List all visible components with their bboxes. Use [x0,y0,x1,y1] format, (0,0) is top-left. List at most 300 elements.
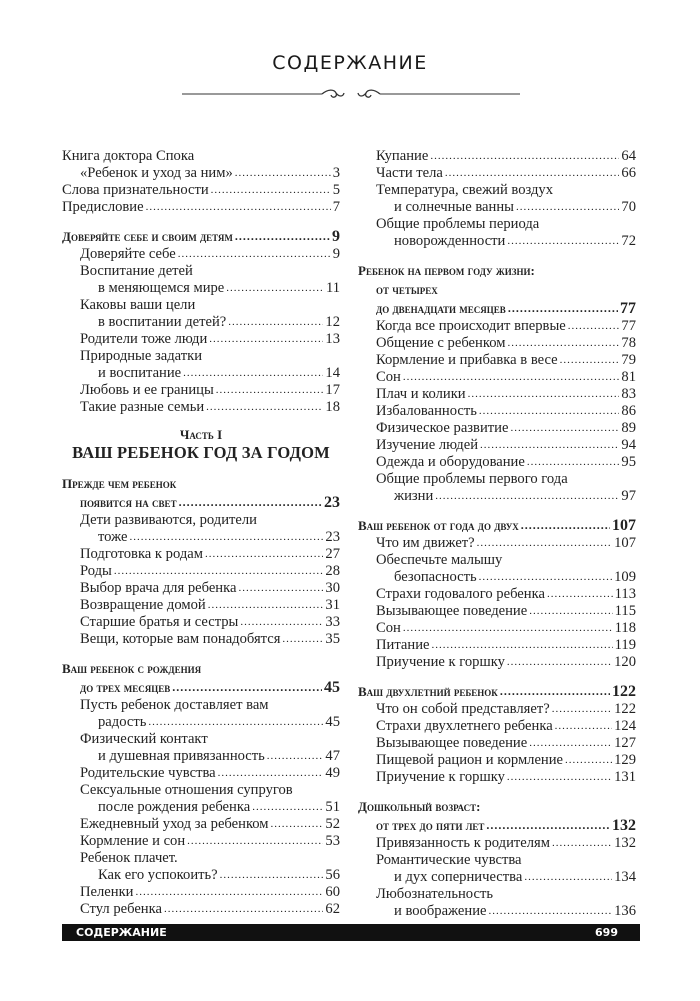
toc-page-number[interactable]: 7 [332,199,340,215]
toc-entry-title: Физическое развитие [376,420,509,436]
dot-leader [500,682,610,701]
dot-leader [172,678,322,697]
running-footer [62,924,640,941]
toc-section-heading[interactable] [358,797,636,835]
dot-leader [435,488,619,505]
toc-page-number[interactable]: 113 [614,586,636,602]
toc-entry[interactable] [358,165,636,182]
toc-entry-title: Сон [376,369,401,385]
toc-entry-line [358,335,636,352]
toc-entry-title: Кормление и прибавка в весе [376,352,558,368]
toc-entry[interactable] [358,552,636,586]
toc-page-number[interactable]: 27 [325,546,340,562]
toc-page-number[interactable]: 53 [325,833,340,849]
toc-entry[interactable] [62,263,340,297]
toc-page-number[interactable]: 70 [621,199,636,215]
toc-page-number[interactable]: 12 [325,314,340,330]
toc-entry-line [62,182,340,199]
toc-entry-line [358,535,636,552]
dot-leader [267,748,324,765]
toc-page-number[interactable]: 62 [325,901,340,917]
toc-entry[interactable] [358,148,636,165]
toc-entry[interactable] [358,735,636,752]
toc-entry-line [62,227,340,246]
flourish-divider-icon [182,87,520,101]
toc-entry-line [358,420,636,437]
toc-entry-line [62,297,340,314]
toc-page-number[interactable]: 131 [614,769,636,785]
toc-entry-title: Стул ребенка [80,901,162,917]
toc-page-number[interactable]: 129 [614,752,636,768]
toc-page-number[interactable]: 107 [614,535,636,551]
toc-entry-title: Пищевой рацион и кормление [376,752,564,768]
toc-entry-title: и воображение [394,903,487,919]
toc-entry[interactable] [358,420,636,437]
dot-leader [403,620,613,637]
toc-entry-line [358,735,636,752]
toc-page-number[interactable]: 79 [621,352,636,368]
toc-entry-title: и воспитание [98,365,182,381]
toc-page-number[interactable]: 120 [614,654,636,670]
toc-page-number[interactable]: 136 [614,903,636,919]
toc-page-number[interactable]: 122 [614,701,636,717]
toc-entry-title: «Ребенок и уход за ним» [80,165,233,181]
toc-entry[interactable] [62,348,340,382]
toc-entry-line [62,365,340,382]
toc-entry-title: Книга доктора Спока [62,148,195,164]
dot-leader [114,563,324,580]
toc-entry-line [62,493,340,512]
toc-page-number[interactable]: 47 [325,748,340,764]
toc-entry[interactable] [358,586,636,603]
toc-entry-line [358,216,636,233]
toc-entry-line [358,165,636,182]
toc-entry-line [358,454,636,471]
toc-page-number[interactable]: 3 [332,165,340,181]
toc-entry-title: Одежда и оборудование [376,454,525,470]
toc-entry-line [62,816,340,833]
toc-entry-line [62,382,340,399]
toc-entry-line [358,352,636,369]
toc-entry-line [62,782,340,799]
toc-entry-line [62,263,340,280]
toc-page-number[interactable]: 45 [324,679,340,696]
toc-entry-line [358,752,636,769]
toc-entry-title: Доверяйте себе и своим детям [62,229,233,244]
toc-page-number[interactable]: 17 [325,382,340,398]
toc-page-number[interactable]: 5 [332,182,340,198]
dot-leader [178,246,331,263]
toc-entry[interactable] [358,654,636,671]
dot-leader [240,614,323,631]
dot-leader [282,631,323,648]
dot-leader [136,884,324,901]
toc-entry-title: Любовь и ее границы [80,382,214,398]
dot-leader [547,586,613,603]
dot-leader [507,233,619,250]
toc-entry-line [62,580,340,597]
dot-leader [516,199,619,216]
toc-entry[interactable] [358,701,636,718]
toc-entry[interactable] [62,901,340,918]
toc-entry-line [358,903,636,920]
dot-leader [529,603,612,620]
toc-page-number[interactable]: 13 [325,331,340,347]
toc-entry-title: Выбор врача для ребенка [80,580,237,596]
toc-entry-line [62,614,340,631]
dot-leader [216,382,324,399]
toc-entry-line [62,731,340,748]
dot-leader [164,901,323,918]
toc-page-number[interactable]: 60 [325,884,340,900]
toc-right-column [358,148,636,920]
toc-entry[interactable] [62,199,340,216]
toc-entry-title: до двенадцати месяцев [376,301,506,316]
toc-page-number[interactable]: 51 [325,799,340,815]
toc-page-number[interactable]: 28 [325,563,340,579]
dot-leader [220,867,324,884]
dot-leader [555,718,612,735]
toc-entry-line [358,586,636,603]
toc-entry-title: Воспитание детей [80,263,193,279]
toc-section-heading[interactable] [358,261,636,318]
toc-entry-title: тоже [98,529,128,545]
toc-entry[interactable] [358,318,636,335]
dot-leader [552,701,612,718]
toc-section-heading[interactable] [62,659,340,697]
toc-entry[interactable] [62,563,340,580]
toc-page-number[interactable]: 109 [614,569,636,585]
toc-entry-line [62,765,340,782]
toc-entry[interactable] [358,471,636,505]
toc-entry-line [62,833,340,850]
toc-entry[interactable] [62,731,340,765]
dot-leader [445,165,620,182]
toc-entry[interactable] [62,765,340,782]
toc-entry-title: Пеленки [80,884,134,900]
toc-entry-title: Что он собой представляет? [376,701,550,717]
toc-entry-title: от трех до пяти лет [376,818,485,833]
toc-page-number[interactable]: 115 [614,603,636,619]
dot-leader [565,752,612,769]
toc-page-number[interactable]: 78 [621,335,636,351]
dot-leader [238,580,323,597]
toc-page-number[interactable]: 83 [621,386,636,402]
toc-entry-title: в воспитании детей? [98,314,227,330]
toc-entry-line [358,835,636,852]
toc-page-number[interactable]: 72 [621,233,636,249]
dot-leader [507,335,619,352]
toc-entry[interactable] [358,182,636,216]
toc-entry-line [358,552,636,569]
dot-leader [211,182,331,199]
toc-entry-line [358,233,636,250]
toc-entry-line [358,603,636,620]
toc-entry-line [62,850,340,867]
toc-page-number[interactable]: 77 [621,318,636,334]
toc-entry[interactable] [62,597,340,614]
toc-entry-line [358,816,636,835]
toc-page-number[interactable]: 107 [612,517,636,534]
dot-leader [271,816,324,833]
dot-leader [489,903,613,920]
toc-entry[interactable] [62,833,340,850]
toc-page-number[interactable]: 94 [621,437,636,453]
toc-page-number[interactable]: 86 [621,403,636,419]
toc-entry[interactable] [62,399,340,416]
part-label: Часть I [179,427,223,442]
toc-entry-line [358,488,636,505]
toc-entry-title: Температура, свежий воздух [376,182,554,198]
toc-entry[interactable] [62,816,340,833]
toc-entry[interactable] [358,369,636,386]
toc-entry[interactable] [62,331,340,348]
toc-entry-title: Подготовка к родам [80,546,203,562]
toc-entry-title: Когда все происходит впервые [376,318,566,334]
toc-entry-line [358,701,636,718]
toc-entry-title: и душевная привязанность [98,748,265,764]
toc-section-heading[interactable] [358,516,636,535]
toc-entry[interactable] [62,297,340,331]
toc-entry[interactable] [62,246,340,263]
toc-page-number[interactable]: 30 [325,580,340,596]
toc-entry-line [358,869,636,886]
dot-leader [529,735,612,752]
toc-entry-line [358,280,636,299]
toc-entry[interactable] [62,382,340,399]
toc-section-heading[interactable] [62,474,340,512]
toc-entry-title: Страхи двухлетнего ребенка [376,718,553,734]
toc-page-number[interactable]: 18 [325,399,340,415]
dot-leader [206,399,323,416]
toc-entry-line [62,867,340,884]
dot-leader [568,318,620,335]
toc-entry[interactable] [62,782,340,816]
toc-page-number[interactable]: 23 [324,494,340,511]
toc-entry-title: Ваш ребенок с рождения [62,661,202,676]
toc-page-number[interactable]: 127 [614,735,636,751]
dot-leader [218,765,324,782]
toc-entry-title: после рождения ребенка [98,799,251,815]
toc-entry-title: Общие проблемы первого года [376,471,568,487]
toc-entry-line [62,474,340,493]
toc-page-number[interactable]: 45 [325,714,340,730]
dot-leader [507,654,612,671]
toc-page-number[interactable]: 31 [325,597,340,613]
toc-entry-line [358,182,636,199]
toc-entry[interactable] [62,512,340,546]
toc-entry[interactable] [358,752,636,769]
toc-entry-title: Страхи годовалого ребенка [376,586,545,602]
toc-entry-line [358,386,636,403]
toc-entry-line [358,797,636,816]
toc-entry-title: и дух соперничества [394,869,523,885]
part-heading [62,426,340,463]
toc-entry-title: Романтические чувства [376,852,522,868]
toc-entry-line [62,165,340,182]
toc-entry-line [62,631,340,648]
toc-entry[interactable] [358,437,636,454]
toc-entry[interactable] [358,403,636,420]
dot-leader [507,769,612,786]
toc-section-heading[interactable] [62,227,340,246]
toc-page-number[interactable]: 64 [621,148,636,164]
toc-entry-title: Ребенок на первом году жизни: [358,263,535,278]
toc-entry-title: Приучение к горшку [376,769,505,785]
toc-entry-title: Ежедневный уход за ребенком [80,816,269,832]
dot-leader [552,835,612,852]
toc-page-number[interactable]: 56 [325,867,340,883]
toc-left-column [62,148,340,918]
toc-entry-title: Возвращение домой [80,597,206,613]
toc-entry-title: Что им движет? [376,535,475,551]
page-title: СОДЕРЖАНИЕ [272,52,428,74]
toc-entry-line [62,659,340,678]
toc-entry[interactable] [62,546,340,563]
toc-entry-title: Кормление и сон [80,833,186,849]
toc-page-number[interactable]: 66 [621,165,636,181]
toc-page-number[interactable]: 33 [325,614,340,630]
toc-page-number[interactable]: 132 [612,817,636,834]
toc-entry[interactable] [358,852,636,886]
dot-leader [130,529,324,546]
dot-leader [468,386,620,403]
toc-page-number[interactable]: 23 [325,529,340,545]
toc-entry[interactable] [358,718,636,735]
toc-entry-title: Прежде чем ребенок [62,476,177,491]
toc-entry-title: Купание [376,148,429,164]
toc-entry-line [358,437,636,454]
dot-leader [148,714,323,731]
toc-entry-line [62,563,340,580]
toc-section-heading[interactable] [358,682,636,701]
toc-entry-line [62,348,340,365]
toc-entry[interactable] [358,886,636,920]
toc-entry[interactable] [358,637,636,654]
toc-entry-line [62,597,340,614]
dot-leader [235,227,330,246]
toc-entry-title: Каковы ваши цели [80,297,196,313]
toc-page-number[interactable]: 97 [621,488,636,504]
toc-entry-title: Ваш ребенок от года до двух [358,518,519,533]
toc-entry-title: Плач и колики [376,386,466,402]
toc-entry-title: появится на свет [80,495,177,510]
toc-entry-title: Общение с ребенком [376,335,506,351]
toc-entry-title: Изучение людей [376,437,479,453]
dot-leader [480,437,619,454]
toc-entry-title: Ваш двухлетний ребенок [358,684,498,699]
toc-entry-title: и солнечные ванны [394,199,514,215]
toc-page-number[interactable]: 118 [614,620,636,636]
toc-entry-line [62,280,340,297]
toc-entry-title: Вызывающее поведение [376,603,528,619]
toc-entry-line [62,399,340,416]
dot-leader [521,516,610,535]
toc-entry-title: Старшие братья и сестры [80,614,239,630]
toc-page-number[interactable]: 122 [612,683,636,700]
toc-entry-title: Вещи, которые вам понадобятся [80,631,281,647]
toc-entry-line [62,148,340,165]
dot-leader [252,799,323,816]
toc-entry[interactable] [62,580,340,597]
toc-page-number[interactable]: 35 [325,631,340,647]
dot-leader [477,535,612,552]
dot-leader [508,299,618,318]
toc-entry[interactable] [62,631,340,648]
toc-page-number[interactable]: 95 [621,454,636,470]
toc-page-number[interactable]: 9 [332,228,340,245]
toc-entry[interactable] [358,335,636,352]
toc-page-number[interactable]: 132 [614,835,636,851]
toc-entry-title: радость [98,714,147,730]
toc-page-number[interactable]: 9 [332,246,340,262]
dot-leader [430,148,619,165]
toc-entry-title: от четырех [376,282,438,297]
toc-entry[interactable] [358,454,636,471]
toc-entry-title: Привязанность к родителям [376,835,550,851]
toc-entry-title: в меняющемся мире [98,280,225,296]
toc-page-number[interactable]: 134 [614,869,636,885]
toc-entry-line [62,884,340,901]
toc-entry[interactable] [62,884,340,901]
footer-page-number: 699 [595,926,618,939]
toc-page-number[interactable]: 81 [621,369,636,385]
dot-leader [560,352,620,369]
toc-entry-line [358,852,636,869]
toc-entry-line [62,199,340,216]
toc-entry-title: жизни [394,488,434,504]
toc-entry-title: Приучение к горшку [376,654,505,670]
toc-entry-line [62,314,340,331]
toc-entry[interactable] [358,535,636,552]
toc-entry[interactable] [358,620,636,637]
dot-leader [146,199,331,216]
toc-entry-title: Предисловие [62,199,144,215]
toc-entry[interactable] [358,352,636,369]
toc-entry-title: Избалованность [376,403,477,419]
toc-entry[interactable] [62,697,340,731]
toc-entry-line [358,682,636,701]
dot-leader [527,454,620,471]
toc-entry-line [62,529,340,546]
toc-page-number[interactable]: 52 [325,816,340,832]
toc-entry-line [358,620,636,637]
toc-entry[interactable] [62,148,340,182]
toc-page-number[interactable]: 14 [325,365,340,381]
toc-entry[interactable] [62,850,340,884]
toc-entry-title: до трех месяцев [80,680,171,695]
toc-page-number[interactable]: 11 [325,280,340,296]
toc-page-number[interactable]: 124 [614,718,636,734]
toc-entry[interactable] [358,386,636,403]
toc-entry-line [358,318,636,335]
toc-entry-line [358,886,636,903]
toc-entry[interactable] [62,614,340,631]
toc-entry[interactable] [358,769,636,786]
toc-page-number[interactable]: 89 [621,420,636,436]
toc-entry[interactable] [358,216,636,250]
toc-page-number[interactable]: 119 [614,637,636,653]
toc-entry[interactable] [62,182,340,199]
toc-page-number[interactable]: 49 [325,765,340,781]
toc-entry[interactable] [358,603,636,620]
dot-leader [479,569,612,586]
toc-entry-title: Как его успокоить? [98,867,218,883]
dot-leader [510,420,619,437]
toc-entry[interactable] [358,835,636,852]
toc-page-number[interactable]: 77 [620,300,636,317]
part-title: ВАШ РЕБЕНОК ГОД ЗА ГОДОМ [72,443,330,462]
